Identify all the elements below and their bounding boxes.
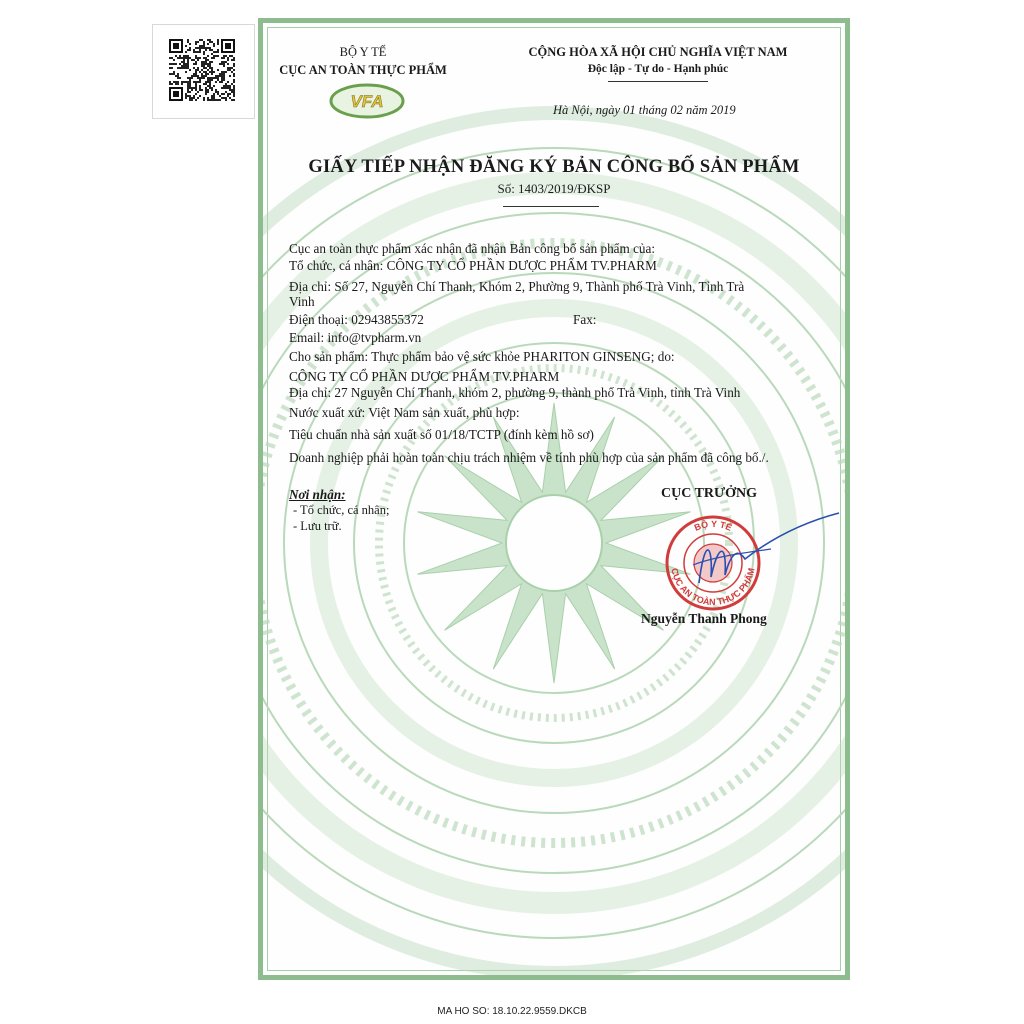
standard-line: Tiêu chuẩn nhà sản xuất số 01/18/TCTP (đính kèm hồ sơ) [289, 427, 594, 442]
motto-underline [608, 81, 708, 82]
certificate-document [258, 18, 850, 980]
organization-line: Tổ chức, cá nhân: CÔNG TY CỔ PHẦN DƯỢC PHẨM TV.PHARM [289, 258, 657, 273]
agency-name: CỤC AN TOÀN THỰC PHẨM [279, 63, 447, 77]
signer-position: CỤC TRƯỞNG [661, 486, 758, 501]
manufacturer-address-line: Địa chỉ: 27 Nguyễn Chí Thanh, khóm 2, phường 9, thành phố Trà Vinh, tỉnh Trà Vinh [289, 385, 741, 400]
manufacturer-line: CÔNG TY CỔ PHẦN DƯỢC PHẨM TV.PHARM [289, 369, 560, 384]
recipient-item: - Lưu trữ. [293, 519, 342, 533]
qr-code-icon [169, 39, 235, 101]
recipients-heading: Nơi nhận: [289, 487, 346, 502]
fax-line: Fax: [573, 312, 597, 327]
recipient-item: - Tổ chức, cá nhân; [293, 503, 390, 517]
address-line-continued: Vinh [289, 294, 315, 309]
logo-text: VFA [350, 92, 384, 111]
ministry-name: BỘ Y TẾ [339, 45, 387, 59]
phone-line: Điện thoại: 02943855372 [289, 312, 424, 327]
place-date: Hà Nội, ngày 01 tháng 02 năm 2019 [553, 103, 736, 117]
document-title: GIẤY TIẾP NHẬN ĐĂNG KÝ BẢN CÔNG BỐ SẢN PHẨM [308, 157, 800, 177]
document-number: Số: 1403/2019/ĐKSP [497, 181, 611, 196]
vfa-logo-icon [327, 81, 407, 121]
national-motto: Độc lập - Tự do - Hạnh phúc [587, 63, 729, 75]
title-divider [503, 206, 599, 207]
email-line: Email: info@tvpharm.vn [289, 330, 422, 345]
country-name: CỘNG HÒA XÃ HỘI CHỦ NGHĨA VIỆT NAM [528, 45, 788, 59]
responsibility-line: Doanh nghiệp phải hoàn toàn chịu trách nhiệm về tính phù hợp của sản phẩm đã công bố./. [289, 450, 769, 465]
qr-code-box [152, 24, 255, 119]
signer-name: Nguyễn Thanh Phong [641, 611, 767, 626]
seal-bottom-text: CỤC AN TOÀN THỰC PHẨM [669, 567, 757, 608]
official-seal-icon [653, 505, 843, 615]
intro-line: Cục an toàn thực phẩm xác nhận đã nhận Bản công bố sản phẩm của: [289, 241, 656, 256]
seal-top-text: BỘ Y TẾ [692, 518, 734, 533]
file-code: MA HO SO: 18.10.22.9559.DKCB [437, 1006, 587, 1017]
product-line: Cho sản phẩm: Thực phẩm bảo vệ sức khỏe PHARITON GINSENG; do: [289, 349, 675, 364]
address-line: Địa chỉ: Số 27, Nguyễn Chí Thanh, Khóm 2, Phường 9, Thành phố Trà Vinh, Tỉnh Trà [289, 279, 745, 294]
origin-line: Nước xuất xứ: Việt Nam sản xuất, phù hợp: [289, 405, 520, 420]
